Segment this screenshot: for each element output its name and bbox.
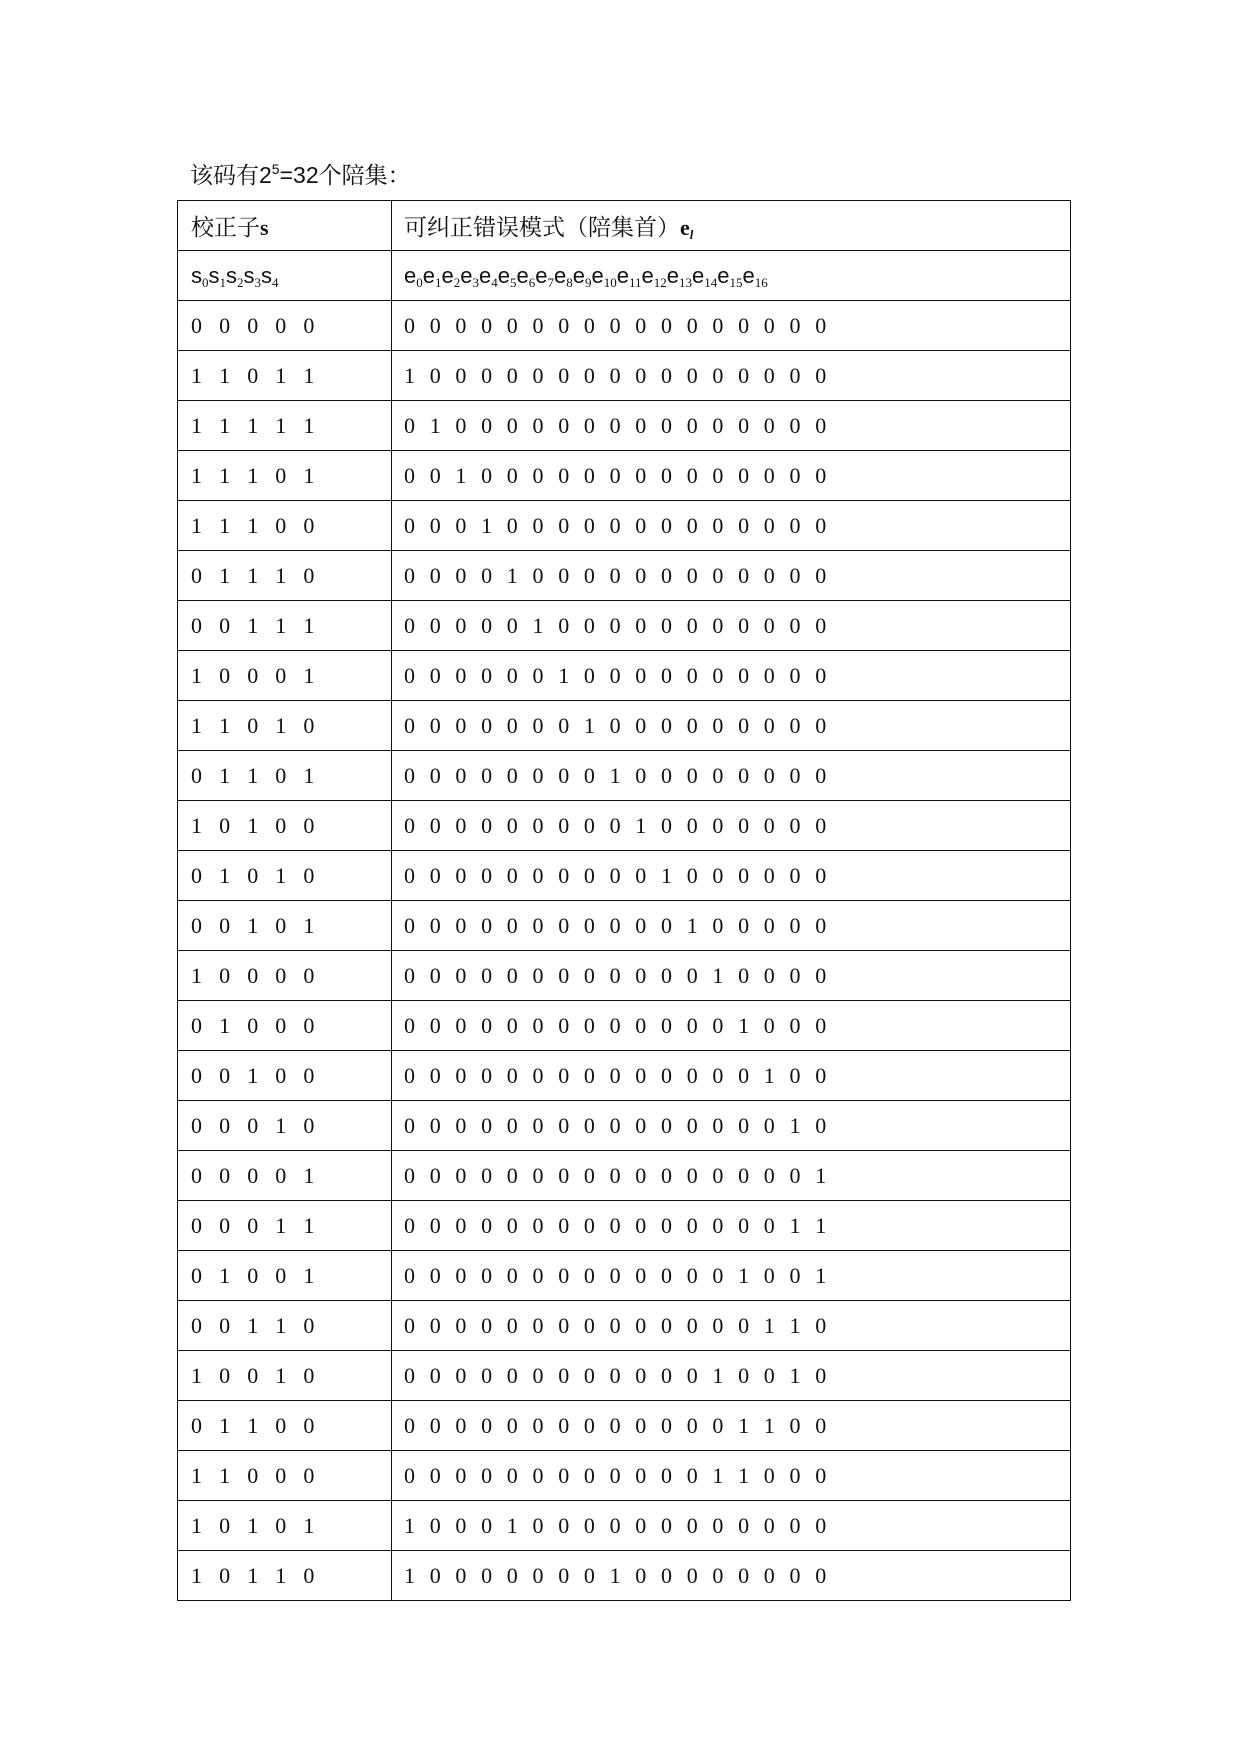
- syndrome-cell: 1 1 0 1 1: [178, 351, 392, 401]
- syndrome-cell: 0 1 0 0 0: [178, 1001, 392, 1051]
- syndrome-cell: 1 0 1 0 0: [178, 801, 392, 851]
- error-pattern-cell: 0 0 0 0 0 0 0 0 0 0 0 0 0 0 1 1 0: [392, 1301, 1071, 1351]
- e-component-0: $e_0$: [404, 262, 423, 290]
- error-pattern-cell: 0 0 0 0 0 0 0 0 0 0 0 0 0 0 0 0 0: [392, 301, 1071, 351]
- syndrome-cell: 1 0 0 0 1: [178, 651, 392, 701]
- syndrome-cell: 1 0 0 1 0: [178, 1351, 392, 1401]
- syndrome-cell: 0 0 1 0 1: [178, 901, 392, 951]
- error-pattern-cell: 0 0 0 0 0 0 0 0 0 0 0 1 0 0 0 0 0: [392, 901, 1071, 951]
- error-pattern-cell: 0 0 1 0 0 0 0 0 0 0 0 0 0 0 0 0 0: [392, 451, 1071, 501]
- e-component-11: $e_{11}$: [616, 262, 642, 290]
- table-row: [178, 451, 1071, 501]
- error-pattern-cell: 0 0 0 0 0 0 0 0 0 0 0 0 0 1 1 0 0: [392, 1401, 1071, 1451]
- error-pattern-cell: 0 0 0 0 1 0 0 0 0 0 0 0 0 0 0 0 0: [392, 551, 1071, 601]
- table-subheader-row: [178, 251, 1071, 301]
- error-pattern-cell: 0 0 0 0 0 0 0 0 0 0 0 0 1 0 0 1 0: [392, 1351, 1071, 1401]
- error-pattern-cell: 0 0 0 0 0 0 0 0 0 0 0 0 1 1 0 0 0: [392, 1451, 1071, 1501]
- table-row: [178, 1151, 1071, 1201]
- e-component-8: $e_8$: [554, 262, 573, 290]
- table-row: [178, 1351, 1071, 1401]
- syndrome-symbol: s: [260, 215, 269, 240]
- error-pattern-cell: 0 0 0 0 0 0 0 1 0 0 0 0 0 0 0 0 0: [392, 701, 1071, 751]
- e-component-6: $e_6$: [516, 262, 536, 290]
- e-component-15: $e_{15}$: [717, 262, 743, 290]
- s-component-0: $s_0$: [191, 262, 209, 290]
- error-pattern-cell: 0 0 0 0 0 0 0 0 0 0 0 0 0 0 0 1 1: [392, 1201, 1071, 1251]
- syndrome-cell: 1 1 1 0 1: [178, 451, 392, 501]
- table-header-row: [178, 201, 1071, 251]
- syndrome-cell: 0 1 1 1 0: [178, 551, 392, 601]
- table-row: [178, 751, 1071, 801]
- intro-exponent: 5: [271, 161, 280, 177]
- syndrome-cell: 1 1 1 0 0: [178, 501, 392, 551]
- syndrome-cell: 0 1 0 0 1: [178, 1251, 392, 1301]
- e-component-16: $e_{16}$: [742, 262, 768, 290]
- error-components: [392, 251, 1071, 301]
- error-pattern-cell: 0 1 0 0 0 0 0 0 0 0 0 0 0 0 0 0 0: [392, 401, 1071, 451]
- syndrome-cell: 0 0 1 1 0: [178, 1301, 392, 1351]
- table-row: [178, 1301, 1071, 1351]
- s-component-3: $s_3$: [243, 262, 261, 290]
- error-pattern-cell: 0 0 0 0 0 0 0 0 0 0 1 0 0 0 0 0 0: [392, 851, 1071, 901]
- error-pattern-cell: 0 0 0 0 0 0 0 0 0 0 0 0 0 1 0 0 1: [392, 1251, 1071, 1301]
- syndrome-cell: 0 0 0 1 1: [178, 1201, 392, 1251]
- syndrome-cell: 1 1 0 0 0: [178, 1451, 392, 1501]
- syndrome-cell: 1 0 0 0 0: [178, 951, 392, 1001]
- table-row: [178, 301, 1071, 351]
- syndrome-cell: 0 0 0 0 0: [178, 301, 392, 351]
- e-component-5: $e_5$: [497, 262, 517, 290]
- table-row: [178, 701, 1071, 751]
- table-row: [178, 601, 1071, 651]
- header-syndrome: 校正子s: [178, 201, 392, 251]
- table-row: [178, 1451, 1071, 1501]
- table-row: [178, 1201, 1071, 1251]
- e-component-3: $e_3$: [460, 262, 479, 290]
- e-component-7: $e_7$: [535, 262, 554, 290]
- intro-count: =32: [279, 162, 319, 188]
- error-pattern-cell: 0 0 0 0 0 0 0 0 1 0 0 0 0 0 0 0 0: [392, 751, 1071, 801]
- error-pattern-cell: 0 0 0 0 0 0 0 0 0 0 0 0 1 0 0 0 0: [392, 951, 1071, 1001]
- syndrome-cell: 0 0 1 1 1: [178, 601, 392, 651]
- error-pattern-cell: 0 0 0 0 0 1 0 0 0 0 0 0 0 0 0 0 0: [392, 601, 1071, 651]
- syndrome-cell: 0 0 0 1 0: [178, 1101, 392, 1151]
- syndrome-cell: 1 0 1 1 0: [178, 1551, 392, 1601]
- table-row: [178, 901, 1071, 951]
- intro-tail: 个陪集：: [318, 163, 411, 188]
- intro-line: [190, 160, 411, 191]
- header-error-pattern: 可纠正错误模式（陪集首）$e_l$: [392, 201, 1071, 251]
- e-component-2: $e_2$: [441, 262, 461, 290]
- syndrome-cell: 0 0 1 0 0: [178, 1051, 392, 1101]
- table-row: [178, 401, 1071, 451]
- table-row: [178, 1001, 1071, 1051]
- e-component-13: $e_{13}$: [666, 262, 693, 290]
- error-pattern-cell: 0 0 0 0 0 0 1 0 0 0 0 0 0 0 0 0 0: [392, 651, 1071, 701]
- error-pattern-cell: 0 0 0 0 0 0 0 0 0 1 0 0 0 0 0 0 0: [392, 801, 1071, 851]
- error-pattern-cell: 1 0 0 0 1 0 0 0 0 0 0 0 0 0 0 0 0: [392, 1501, 1071, 1551]
- syndrome-cell: 0 1 1 0 0: [178, 1401, 392, 1451]
- syndrome-cell: 0 0 0 0 1: [178, 1151, 392, 1201]
- e-component-4: $e_4$: [479, 262, 498, 290]
- syndrome-cell: 1 1 0 1 0: [178, 701, 392, 751]
- syndrome-cell: 0 1 1 0 1: [178, 751, 392, 801]
- s-component-4: $s_4$: [261, 262, 279, 290]
- error-pattern-cell: 0 0 0 0 0 0 0 0 0 0 0 0 0 0 0 1 0: [392, 1101, 1071, 1151]
- table-row: [178, 351, 1071, 401]
- e-component-9: $e_9$: [572, 262, 592, 290]
- table-row: [178, 501, 1071, 551]
- table-row: [178, 1501, 1071, 1551]
- syndrome-cell: 0 1 0 1 0: [178, 851, 392, 901]
- e-component-12: $e_{12}$: [641, 262, 667, 290]
- table-row: [178, 951, 1071, 1001]
- syndrome-cell: 1 0 1 0 1: [178, 1501, 392, 1551]
- table-row: [178, 551, 1071, 601]
- e-component-1: $e_1$: [422, 262, 442, 290]
- table-row: [178, 1101, 1071, 1151]
- syndrome-cell: 1 1 1 1 1: [178, 401, 392, 451]
- intro-prefix: 该码有: [190, 163, 259, 188]
- table-row: [178, 651, 1071, 701]
- error-pattern-cell: 1 0 0 0 0 0 0 0 1 0 0 0 0 0 0 0 0: [392, 1551, 1071, 1601]
- table-row: [178, 801, 1071, 851]
- e-component-14: $e_{14}$: [692, 262, 718, 290]
- table-row: [178, 1051, 1071, 1101]
- table-row: [178, 1401, 1071, 1451]
- error-pattern-cell: 0 0 0 0 0 0 0 0 0 0 0 0 0 1 0 0 0: [392, 1001, 1071, 1051]
- syndrome-components: [178, 251, 392, 301]
- table-row: [178, 1551, 1071, 1601]
- error-pattern-cell: 0 0 0 0 0 0 0 0 0 0 0 0 0 0 0 0 1: [392, 1151, 1071, 1201]
- e-component-10: $e_{10}$: [591, 262, 617, 290]
- table-row: [178, 1251, 1071, 1301]
- intro-base: 2: [259, 162, 272, 188]
- coset-leader-symbol: $e_l$: [680, 215, 694, 242]
- coset-table: [177, 200, 1071, 1601]
- error-pattern-cell: 0 0 0 1 0 0 0 0 0 0 0 0 0 0 0 0 0: [392, 501, 1071, 551]
- error-pattern-cell: 1 0 0 0 0 0 0 0 0 0 0 0 0 0 0 0 0: [392, 351, 1071, 401]
- s-component-2: $s_2$: [226, 262, 244, 290]
- error-pattern-cell: 0 0 0 0 0 0 0 0 0 0 0 0 0 0 1 0 0: [392, 1051, 1071, 1101]
- table-row: [178, 851, 1071, 901]
- s-component-1: $s_1$: [208, 262, 226, 290]
